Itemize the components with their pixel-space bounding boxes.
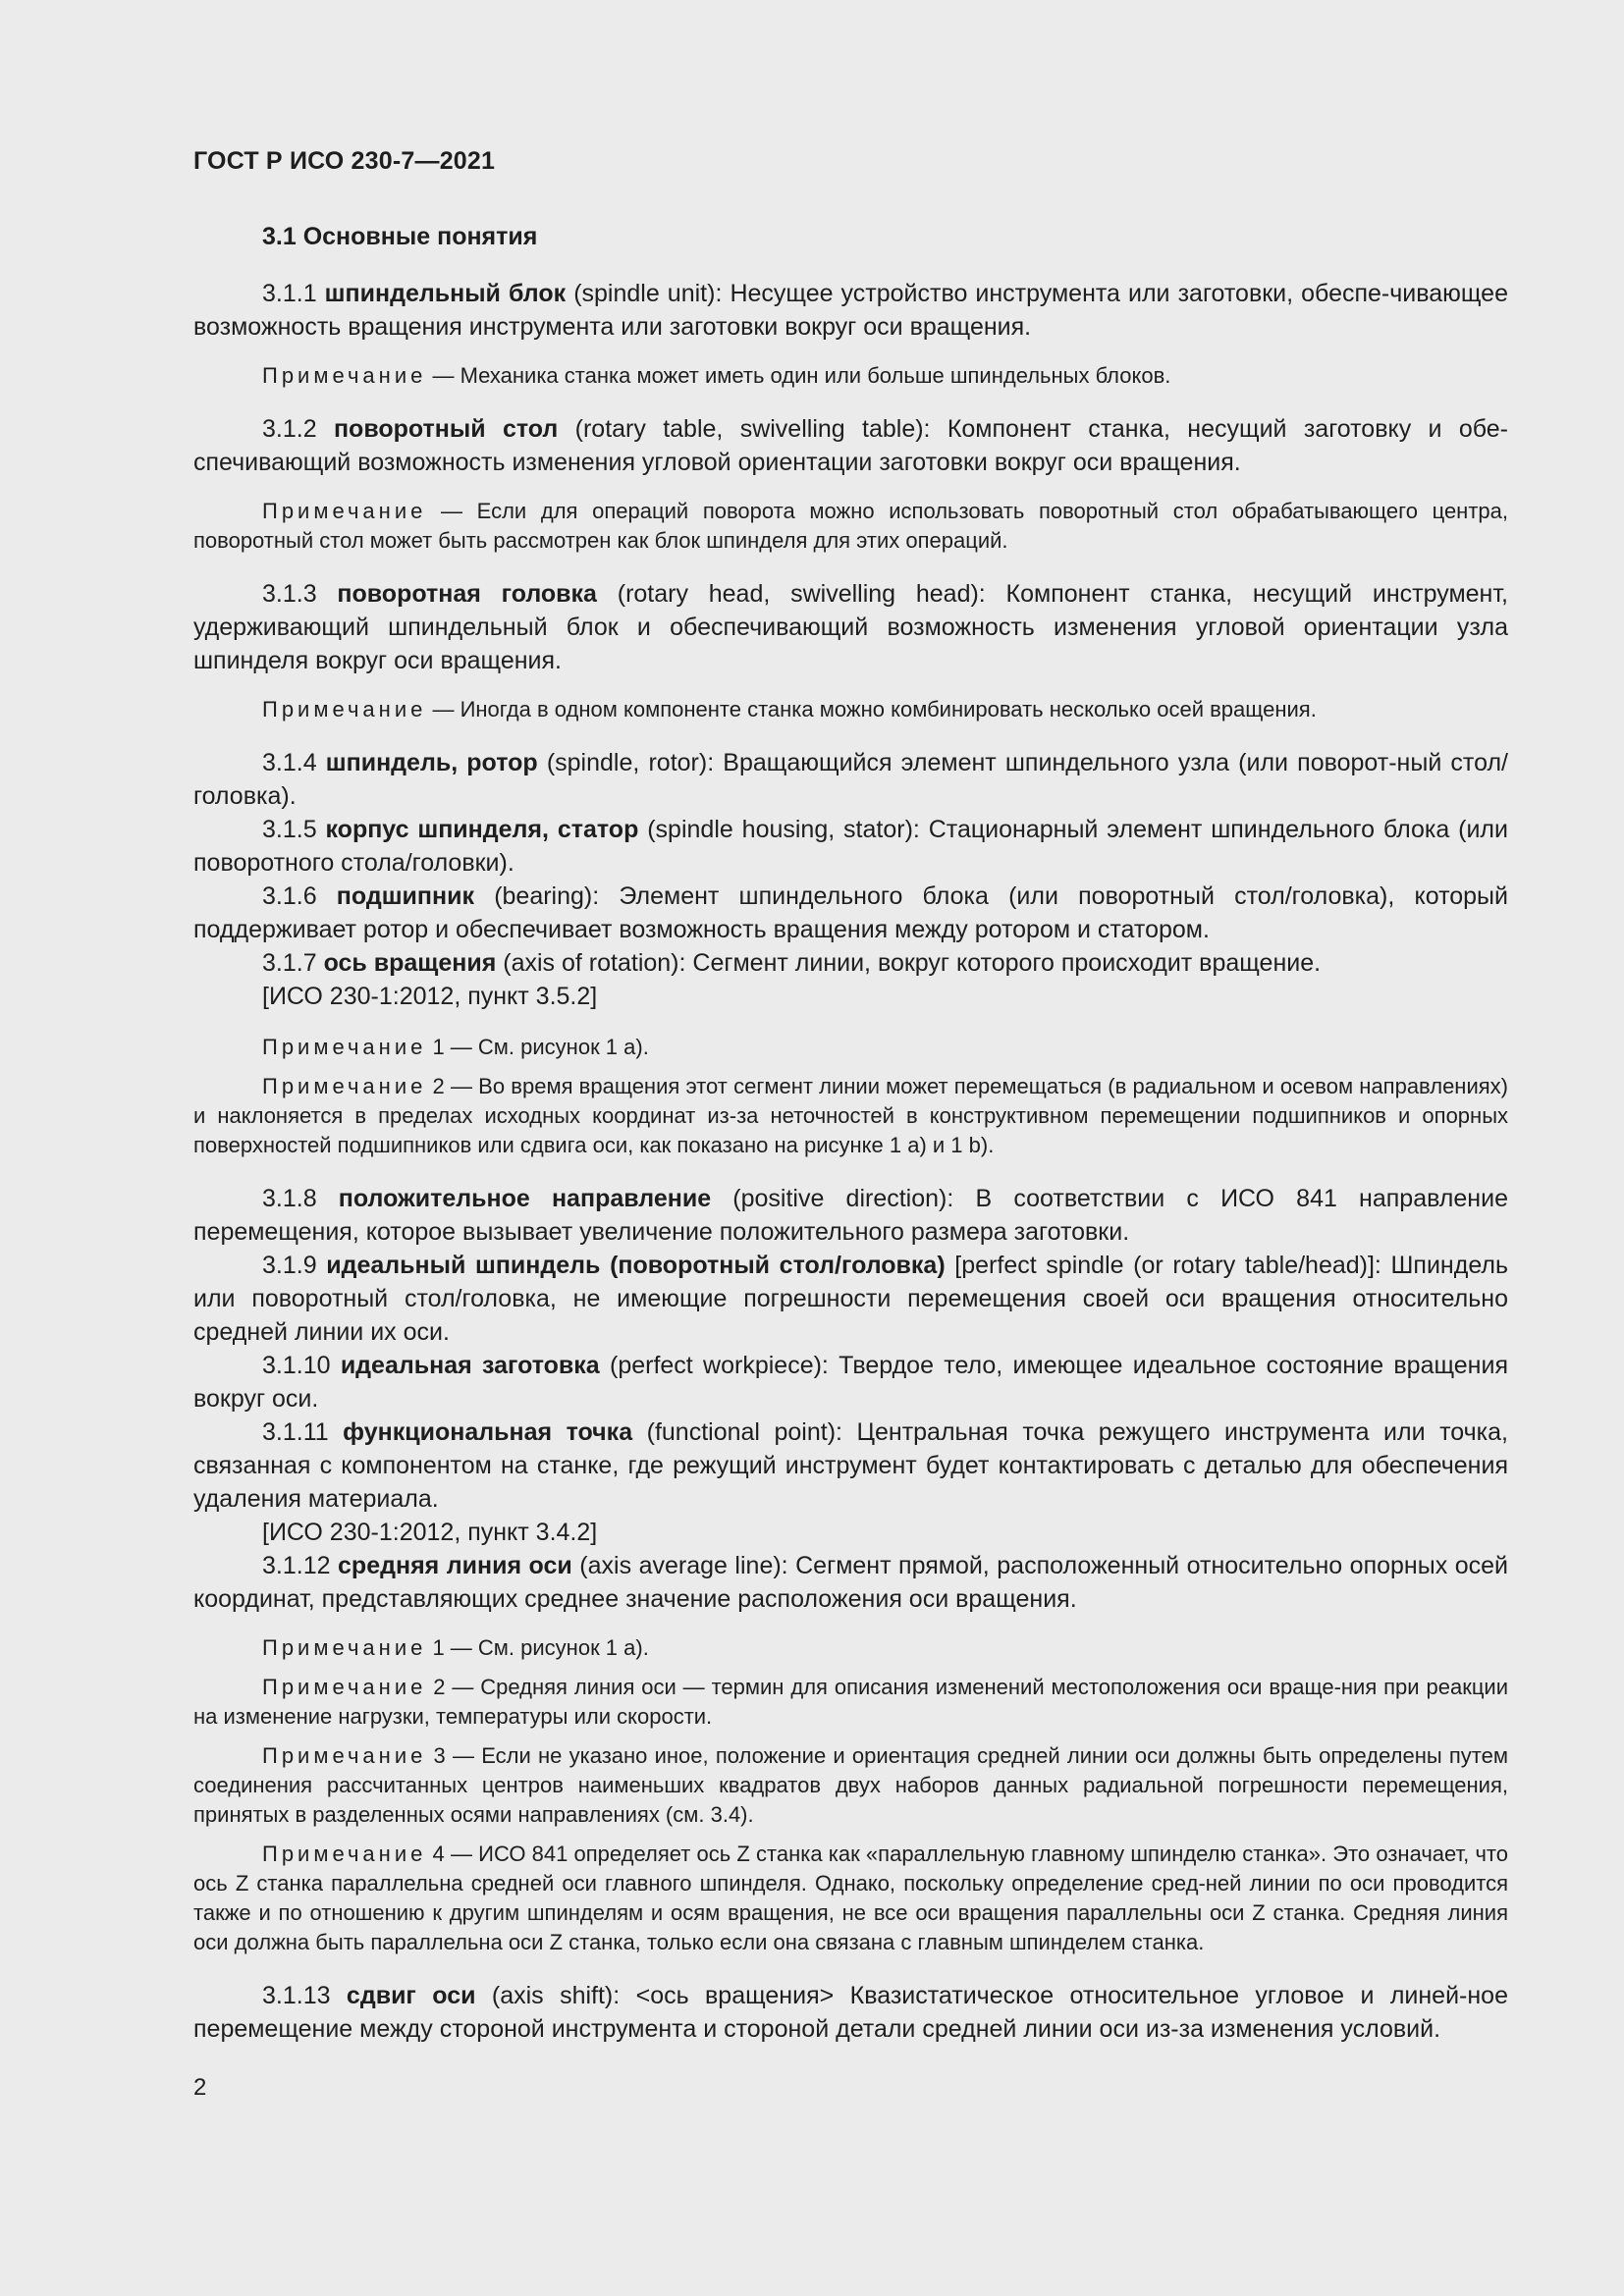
term-entry-3-1-6: 3.1.6 подшипник (bearing): Элемент шпиндельного блока (или поворотный стол/головка), который поддерживает ротор и обеспечивает возможность вращения между ротором и статором. [193,882,1508,943]
term-entry-3-1-5: 3.1.5 корпус шпинделя, статор (spindle housing, stator): Стационарный элемент шпиндельного блока (или поворотного стола/головки). [193,816,1508,877]
term-name: функциональная точка [343,1418,633,1446]
term-name: средняя линия оси [338,1552,572,1579]
page-number: 2 [193,2074,207,2101]
term-name: идеальная заготовка [340,1352,600,1379]
note-label: Примечание [262,1675,427,1699]
term-name: идеальный шпиндель (поворотный стол/головка) [326,1252,946,1279]
term-name: поворотный стол [333,415,559,443]
note-3-1-12-2: Примечание 2 — Средняя линия оси — термин для описания изменений местоположения оси враще-ния при реакции на изменение нагрузки, температуры или скорости. [193,1675,1508,1729]
note-3-1-12-3: Примечание 3 — Если не указано иное, положение и ориентация средней линии оси должны быть определены путем соединения рассчитанных центров наименьших квадратов двух наборов данных радиальной погрешности перемещения, принятых в разделенных осями направлениях (см. 3.4). [193,1743,1508,1827]
note-label: Примечание [262,1074,427,1098]
note-3-1-3: Примечание — Иногда в одном компоненте станка можно комбинировать несколько осей вращения. [262,697,1317,721]
term-entry-3-1-13: 3.1.13 сдвиг оси (axis shift): <ось вращения> Квазистатическое относительное угловое и линей-ное перемещение между стороной инструмента и стороной детали средней линии оси из-за изменения условий. [193,1982,1508,2043]
term-name: сдвиг оси [346,1982,476,2009]
note-label: Примечание [262,499,427,523]
note-label: Примечание [262,1842,427,1866]
term-name: шпиндельный блок [324,280,567,307]
term-name: ось вращения [323,949,497,977]
term-entry-3-1-12: 3.1.12 средняя линия оси (axis average line): Сегмент прямой, расположенный относительно опорных осей координат, представляющих среднее значение расположения оси вращения. [193,1552,1508,1613]
term-entry-3-1-9: 3.1.9 идеальный шпиндель (поворотный стол/головка) [perfect spindle (or rotary table/head)]: Шпиндель или поворотный стол/головка, не имеющие погрешности перемещения своей оси вращения относительно средней линии их оси. [193,1252,1509,1346]
note-label: Примечание [262,1635,427,1660]
term-name: шпиндель, ротор [325,749,538,776]
source-reference: [ИСО 230-1:2012, пункт 3.4.2] [262,1519,598,1546]
note-label: Примечание [262,363,427,388]
term-entry-3-1-11: 3.1.11 функциональная точка (functional point): Центральная точка режущего инструмента или точка, связанная с компонентом на станке, где режущий инструмент будет контактировать с деталью для обеспечения удаления материала. [193,1418,1508,1513]
term-name: подшипник [336,882,474,910]
term-entry-3-1-7: 3.1.7 ось вращения (axis of rotation): Сегмент линии, вокруг которого происходит вращение. [262,949,1322,977]
note-label: Примечание [262,697,427,721]
term-name: корпус шпинделя, статор [325,816,639,843]
term-entry-3-1-2: 3.1.2 поворотный стол (rotary table, swivelling table): Компонент станка, несущий заготовку и обе-спечивающий возможность изменения угловой ориентации заготовки вокруг оси вращения. [193,415,1508,476]
document-header: ГОСТ Р ИСО 230-7—2021 [193,147,496,175]
note-3-1-7-2: Примечание 2 — Во время вращения этот сегмент линии может перемещаться (в радиальном и осевом направлениях) и наклоняется в пределах исходных координат из-за неточностей в конструктивном перемещении подшипников и опорных поверхностей подшипников или сдвига оси, как показано на рисунке 1 a) и 1 b). [193,1074,1508,1157]
note-3-1-1: Примечание — Механика станка может иметь один или больше шпиндельных блоков. [262,363,1171,388]
term-entry-3-1-4: 3.1.4 шпиндель, ротор (spindle, rotor): Вращающийся элемент шпиндельного узла (или поворот-ный стол/головка). [193,749,1508,810]
term-entry-3-1-10: 3.1.10 идеальная заготовка (perfect workpiece): Твердое тело, имеющее идеальное состояние вращения вокруг оси. [193,1352,1508,1413]
note-label: Примечание [262,1743,427,1768]
term-entry-3-1-3: 3.1.3 поворотная головка (rotary head, swivelling head): Компонент станка, несущий инструмент, удерживающий шпиндельный блок и обеспечивающий возможность изменения угловой ориентации узла шпинделя вокруг оси вращения. [193,580,1508,674]
term-name: положительное направление [338,1185,712,1212]
note-3-1-12-1: Примечание 1 — См. рисунок 1 a). [262,1635,649,1660]
term-entry-3-1-1: 3.1.1 шпиндельный блок (spindle unit): Несущее устройство инструмента или заготовки, обеспе-чивающее возможность вращения инструмента или заготовки вокруг оси вращения. [193,280,1508,341]
section-title: 3.1 Основные понятия [262,223,538,250]
note-3-1-7-1: Примечание 1 — См. рисунок 1 a). [262,1035,649,1059]
term-entry-3-1-8: 3.1.8 положительное направление (positive direction): В соответствии с ИСО 841 направление перемещения, которое вызывает увеличение положительного размера заготовки. [193,1185,1508,1246]
source-reference: [ИСО 230-1:2012, пункт 3.5.2] [262,983,598,1010]
note-3-1-12-4: Примечание 4 — ИСО 841 определяет ось Z станка как «параллельную главному шпинделю станка». Это означает, что ось Z станка параллельна средней оси главного шпинделя. Однако, поскольку определение сред-ней линии по оси проводится также и по отношению к другим шпинделям и осям вращения, не все оси вращения параллельны оси Z станка. Средняя линия оси должна быть параллельна оси Z станка, только если она связана с главным шпинделем станка. [193,1842,1508,1954]
note-label: Примечание [262,1035,427,1059]
term-name: поворотная головка [337,580,597,608]
note-3-1-2: Примечание — Если для операций поворота можно использовать поворотный стол обрабатывающего центра, поворотный стол может быть рассмотрен как блок шпинделя для этих операций. [193,499,1508,553]
